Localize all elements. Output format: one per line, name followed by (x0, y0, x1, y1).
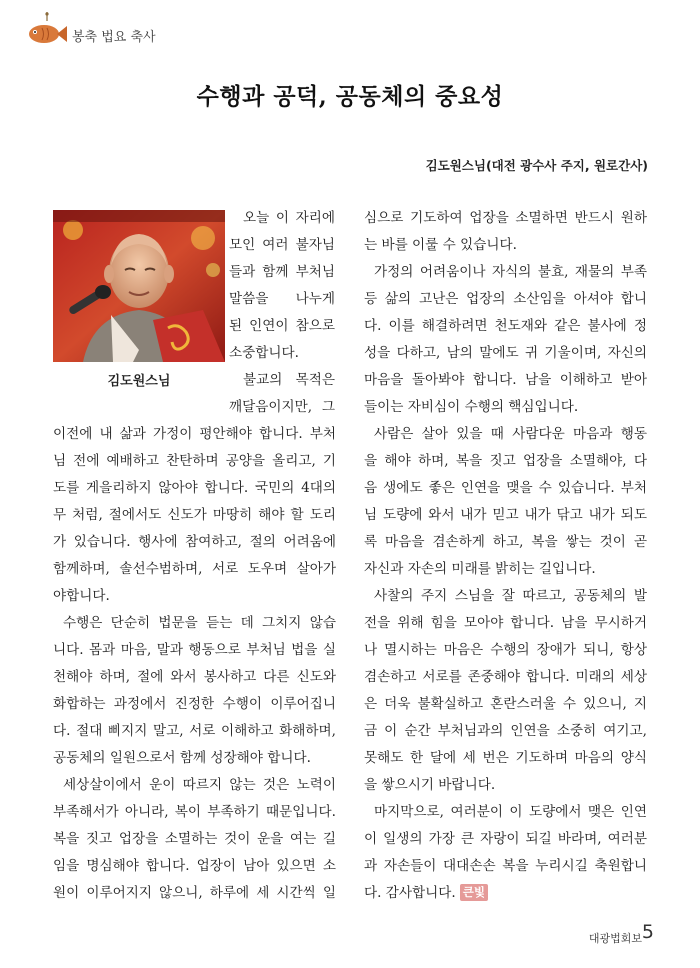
body-line: 천해야 하며, 절에 와서 봉사하고 다른 신도와 (53, 669, 336, 685)
end-stamp: 큰빛 (460, 884, 488, 901)
body-line: 나 멸시하는 마음은 수행의 장애가 되니, 항상 (364, 642, 647, 658)
body-line: 복을 짓고 업장을 소멸하는 것이 운을 여는 길 (53, 831, 336, 847)
page-header (26, 8, 326, 52)
body-line: 원이 이루어지지 않으니, 하루에 세 시간씩 일 (53, 885, 336, 901)
body-line: 다. 이를 해결하려면 천도재와 같은 불사에 정 (364, 318, 647, 334)
body-line: 는 바를 이룰 수 있습니다. (364, 237, 517, 253)
body-line: 된 인연이 참으로 (229, 318, 335, 334)
body-line: 소중합니다. (229, 345, 299, 361)
body-line: 부족해서가 아니라, 복이 부족하기 때문입니다. (53, 804, 336, 820)
author-byline: 김도원스님(대전 광수사 주지, 원로간사) (425, 158, 648, 173)
body-line: 다. 절대 삐지지 말고, 서로 이해하고 화해하며, (53, 723, 336, 739)
body-line: 모인 여러 불자님 (229, 237, 335, 253)
body-line: 가 있습니다. 행사에 참여하고, 절의 어려움에 (53, 534, 336, 550)
body-line: 등 삶의 고난은 업장의 소산임을 아셔야 합니 (364, 291, 647, 307)
body-line: 을 해야 하며, 복을 짓고 업장을 소멸해야, 다 (364, 453, 647, 469)
body-line: 이 일생의 가장 큰 자랑이 되길 바라며, 여러분 (364, 831, 647, 847)
body-line: 깨달음이지만, 그 (229, 399, 335, 415)
body-line: 사찰의 주지 스님을 잘 따르고, 공동체의 발 (374, 588, 647, 604)
body-line: 화합하는 과정에서 진정한 수행이 이루어집니 (53, 696, 336, 712)
body-line: 가정의 어려움이나 자식의 불효, 재물의 부족 (374, 264, 647, 280)
body-line: 공동체의 일원으로서 함께 성장해야 합니다. (53, 750, 311, 766)
body-line: 전을 위해 힘을 모아야 합니다. 남을 무시하거 (364, 615, 647, 631)
photo-caption: 김도원스님 (107, 374, 171, 389)
body-line: 들이는 자비심이 수행의 핵심입니다. (364, 399, 579, 415)
body-line: 오늘 이 자리에 (243, 210, 335, 226)
body-line: 금 이 순간 부처님과의 인연을 소중히 여기고, (364, 723, 647, 739)
portrait-image (53, 210, 225, 362)
body-line: 이전에 내 삶과 가정이 평안해야 합니다. 부처 (53, 426, 336, 442)
body-line: 음 생에도 좋은 인연을 맺을 수 있습니다. 부처 (364, 480, 647, 496)
body-line: 니다. 몸과 마음, 말과 행동으로 부처님 법을 실 (53, 642, 336, 658)
body-line: 을 쌓으시기 바랍니다. (364, 777, 496, 793)
monk-photo (53, 210, 225, 362)
body-line: 못해도 한 달에 세 번은 기도하며 마음의 양식 (364, 750, 647, 766)
fish-icon (26, 12, 68, 48)
body-line: 과 자손들이 대대손손 복을 누리시길 축원합니 (364, 858, 647, 874)
body-line: 사람은 살아 있을 때 사람다운 마음과 행동 (374, 426, 647, 442)
body-line: 록 마음을 겸손하게 하고, 복을 쌓는 것이 곧 (364, 534, 647, 550)
section-label: 봉축 법요 축사 (72, 30, 156, 45)
body-line: 자신과 자손의 미래를 밝히는 길입니다. (364, 561, 596, 577)
page-number: 5 (641, 921, 654, 943)
body-line: 임을 명심해야 합니다. 업장이 남아 있으면 소 (53, 858, 336, 874)
body-line: 세상살이에서 운이 따르지 않는 것은 노력이 (63, 777, 336, 793)
body-line: 마지막으로, 여러분이 이 도량에서 맺은 인연 (374, 804, 647, 820)
body-line: 야합니다. (53, 588, 110, 604)
closing-line (364, 883, 647, 903)
body-line: 은 더욱 불확실하고 혼란스러울 수 있으니, 지 (364, 696, 647, 712)
body-line: 성을 다하고, 남의 말에도 귀 기울이며, 자신의 (364, 345, 647, 361)
body-line: 심으로 기도하여 업장을 소멸하면 반드시 원하 (364, 210, 647, 226)
body-line: 함께하며, 솔선수범하며, 서로 도우며 살아가 (53, 561, 336, 577)
body-line: 님 도량에 와서 내가 믿고 내가 닦고 내가 되도 (364, 507, 647, 523)
body-line-text: 다. 감사합니다. (364, 885, 456, 901)
body-line: 님 전에 예배하고 찬탄하며 공양을 올리고, 기 (53, 453, 336, 469)
body-line: 겸손하고 서로를 존중해야 합니다. 미래의 세상 (364, 669, 647, 685)
body-line: 마음을 돌아봐야 합니다. 남을 이해하고 받아 (364, 372, 647, 388)
body-line: 들과 함께 부처님 (229, 264, 335, 280)
body-line: 수행은 단순히 법문을 듣는 데 그치지 않습 (63, 615, 336, 631)
body-line: 말씀을 나누게 (229, 291, 335, 307)
publication-name: 대광법회보 (588, 932, 642, 945)
body-line: 도를 게을리하지 않아야 합니다. 국민의 4대의 (53, 480, 336, 496)
body-line: 불교의 목적은 (243, 372, 335, 388)
article-title: 수행과 공덕, 공동체의 중요성 (196, 83, 504, 110)
body-line: 무 처럼, 절에서도 신도가 마땅히 해야 할 도리 (53, 507, 336, 523)
